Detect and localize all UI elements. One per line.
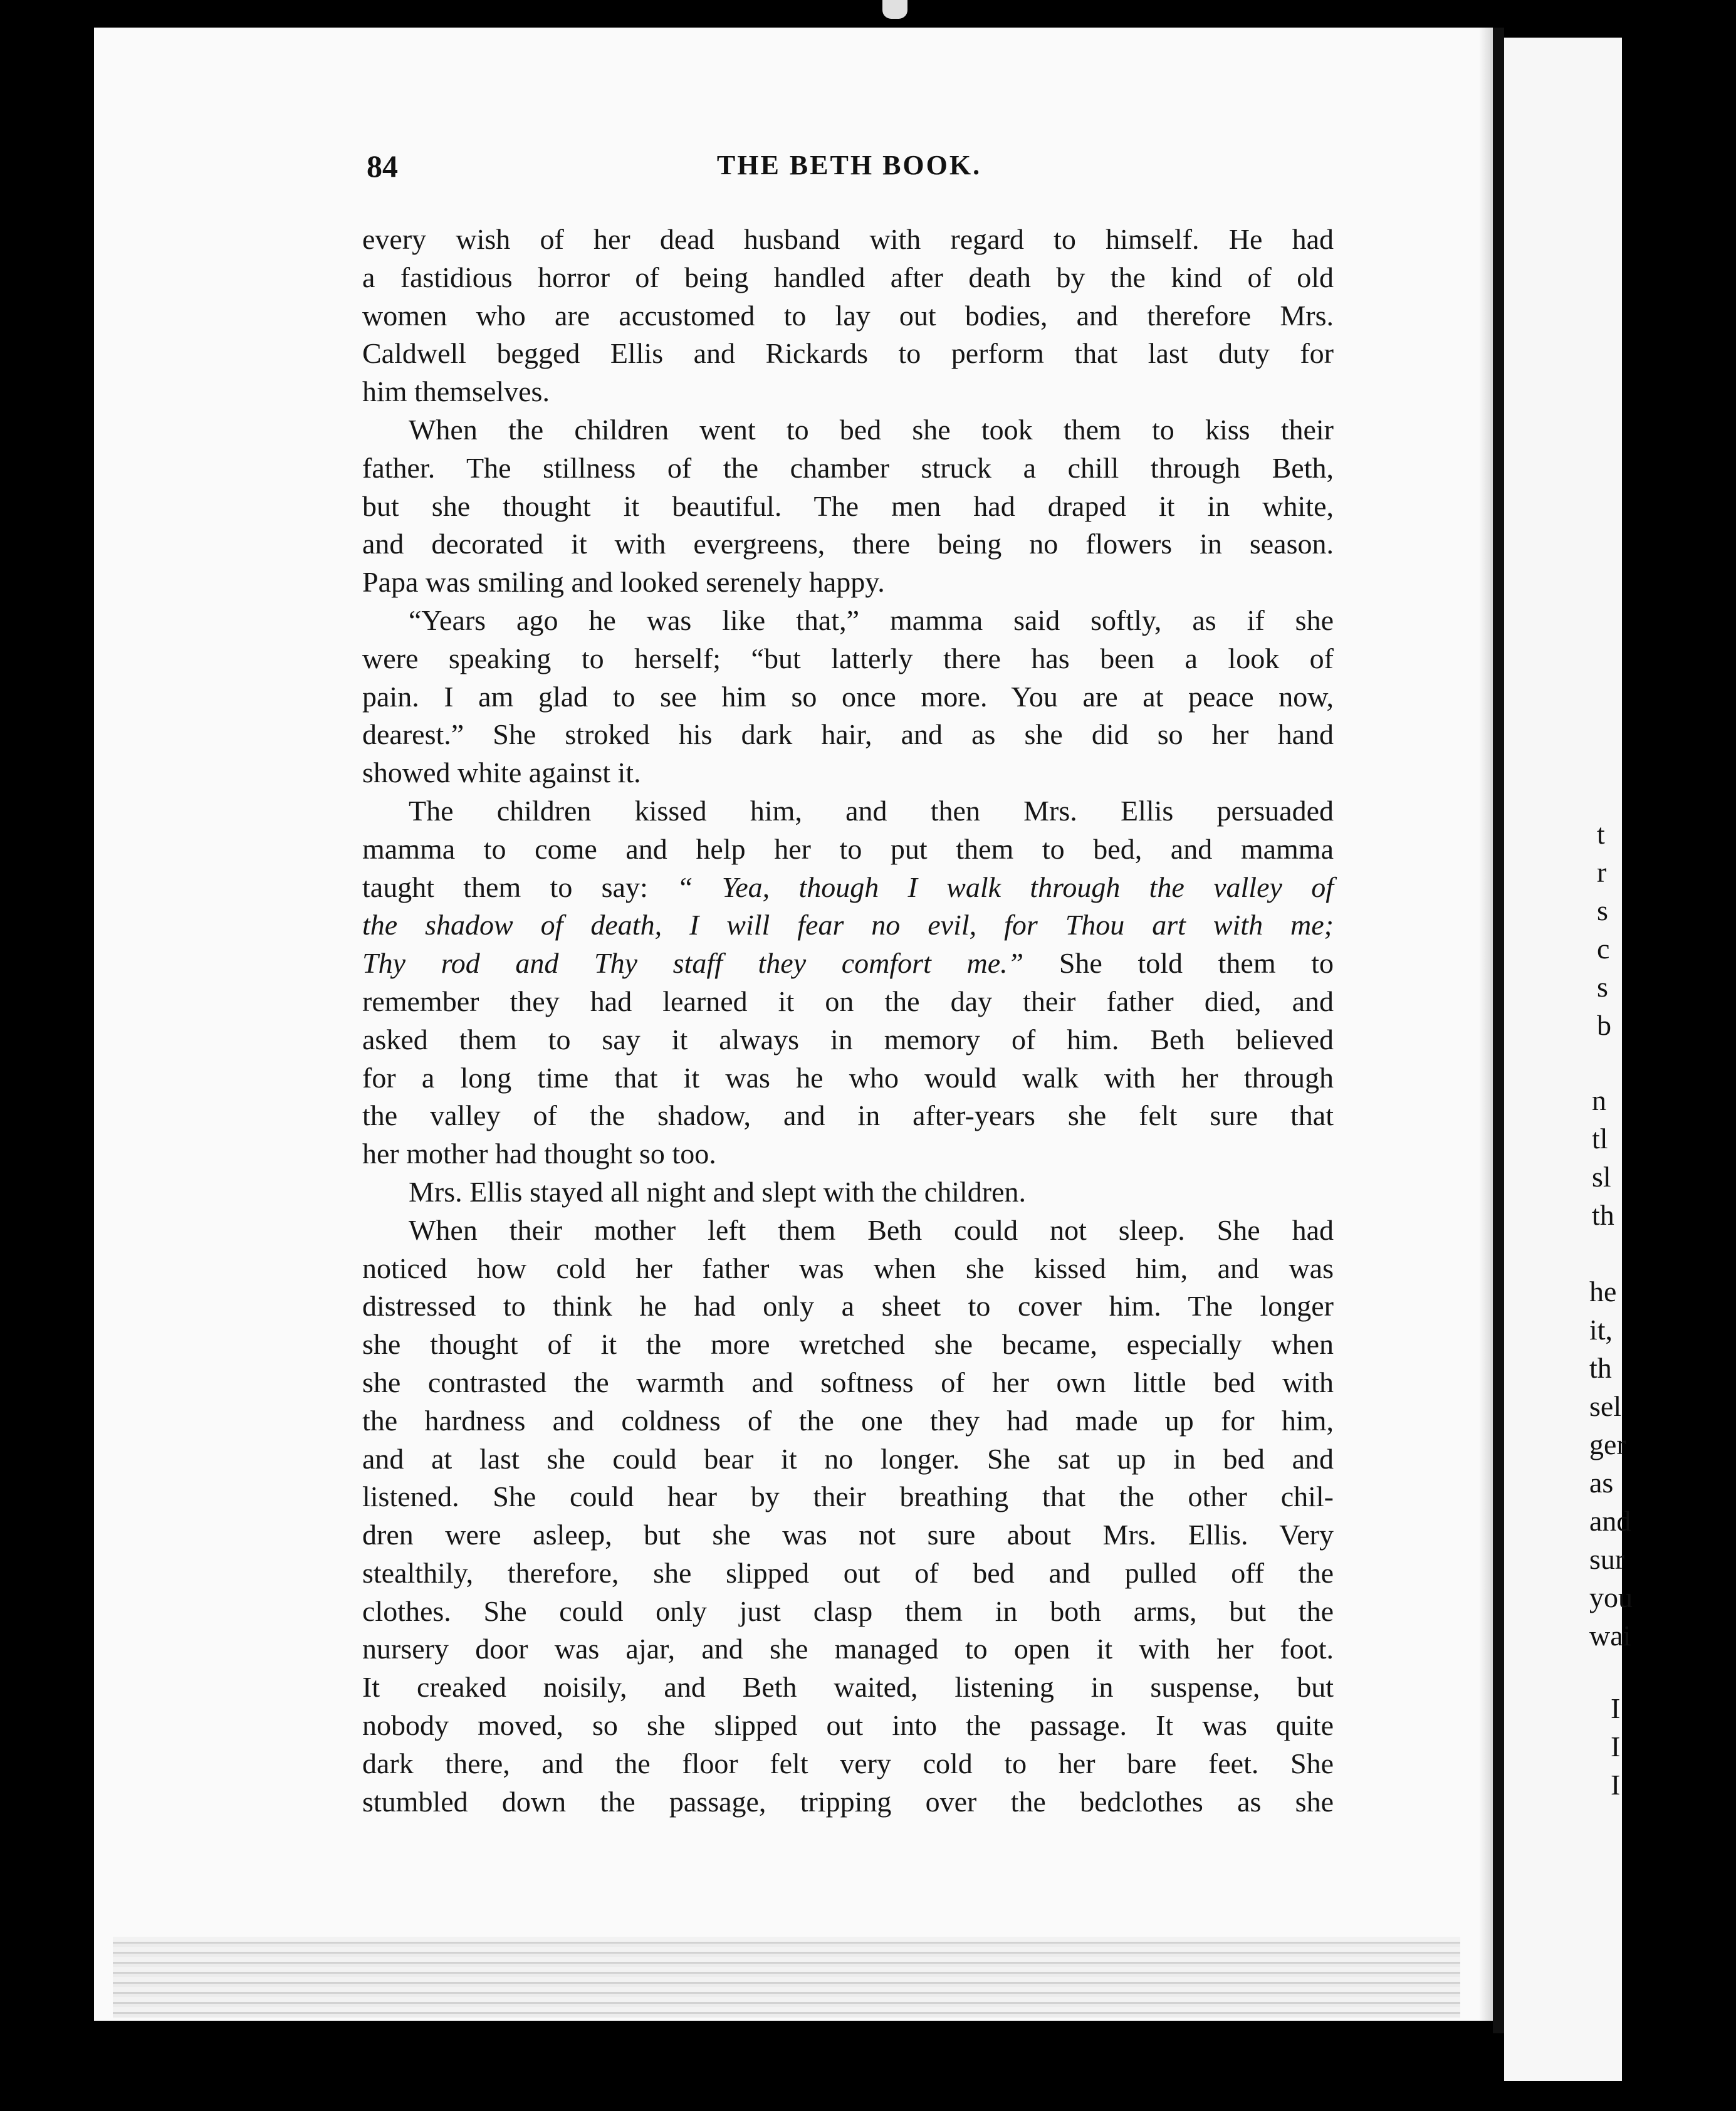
text-line-content: asked them to say it always in memory of him. Beth believed	[362, 1023, 1334, 1056]
text-line-content: remember they had learned it on the day their father died, and	[362, 985, 1334, 1017]
text-line	[362, 1059, 1334, 1097]
text-line	[362, 1212, 1334, 1250]
text-line	[362, 1364, 1334, 1402]
text-line-content: dren were asleep, but she was not sure about Mrs. Ellis. Very	[362, 1519, 1334, 1551]
text-line-content: “Years ago he was like that,” mamma said softly, as if she	[409, 604, 1334, 636]
italic-quote: “ Yea, though I walk through the valley of	[677, 871, 1334, 903]
text-line	[362, 1554, 1334, 1593]
text-line-content: were speaking to herself; “but latterly there has been a look of	[362, 642, 1334, 674]
text-line	[362, 1593, 1334, 1631]
text-line-content: listened. She could hear by their breathing that the other chil-	[362, 1480, 1334, 1513]
fragment-line: I	[1611, 1731, 1621, 1763]
fragment-line: t	[1597, 818, 1605, 850]
page-body-text	[362, 221, 1334, 1821]
text-line-content: distressed to think he had only a sheet to cover him. The longer	[362, 1290, 1334, 1323]
fragment-line: it,	[1589, 1314, 1613, 1346]
text-line	[362, 945, 1334, 983]
text-line	[362, 792, 1334, 830]
text-line	[362, 602, 1334, 640]
right-page-fragments	[1611, 1689, 1736, 1804]
text-line	[362, 1478, 1334, 1516]
fragment-line: sl	[1592, 1161, 1611, 1193]
text-line-content: pain. I am glad to see him so once more. You are at peace now,	[362, 680, 1334, 713]
text-line-content: Papa was smiling and looked serenely happy.	[362, 566, 885, 599]
text-line-content: for a long time that it was he who would walk with her through	[362, 1061, 1334, 1094]
text-line	[362, 259, 1334, 297]
right-page-fragments	[1589, 1272, 1715, 1655]
text-line-content: dark there, and the floor felt very cold to her bare feet. She	[362, 1747, 1334, 1779]
fragment-line: and	[1589, 1505, 1631, 1537]
fragment-line: sur	[1589, 1543, 1625, 1575]
text-line-content: When their mother left them Beth could not sleep. She had	[409, 1213, 1334, 1246]
text-line	[362, 1021, 1334, 1059]
text-line	[362, 221, 1334, 259]
fragment-line: ger	[1589, 1428, 1626, 1460]
text-line	[362, 1630, 1334, 1668]
text-line-content: nursery door was ajar, and she managed to open it with her foot.	[362, 1633, 1334, 1665]
italic-quote: Thy rod and Thy staff they comfort me.”	[362, 947, 1024, 980]
text-line	[362, 563, 1334, 602]
right-page-fragments	[1592, 1081, 1717, 1234]
text-line-content: taught them to say:	[362, 871, 677, 903]
text-line	[362, 678, 1334, 716]
text-line-content: she thought of it the more wretched she became, especially when	[362, 1328, 1334, 1361]
right-page	[1504, 38, 1622, 2081]
text-line	[362, 869, 1334, 907]
text-line-content: mamma to come and help her to put them to bed, and mamma	[362, 832, 1334, 865]
text-line-content: the valley of the shadow, and in after-years she felt sure that	[362, 1099, 1334, 1132]
text-line	[362, 335, 1334, 373]
text-line	[362, 488, 1334, 526]
fragment-line: he	[1589, 1276, 1617, 1307]
page-bottom-edge	[113, 1937, 1460, 2018]
text-line-content: she contrasted the warmth and softness of her own little bed with	[362, 1366, 1334, 1398]
fragment-line: I	[1611, 1769, 1621, 1801]
text-line	[362, 411, 1334, 449]
text-line	[362, 525, 1334, 563]
fragment-line: sel	[1589, 1390, 1622, 1422]
text-line	[362, 1516, 1334, 1554]
text-line-content: stealthily, therefore, she slipped out of bed and pulled off the	[362, 1556, 1334, 1589]
text-line	[362, 1250, 1334, 1288]
text-line	[362, 1668, 1334, 1707]
text-line	[362, 1402, 1334, 1440]
fragment-line: tl	[1592, 1123, 1608, 1155]
text-line	[362, 1326, 1334, 1364]
fragment-line: th	[1589, 1352, 1612, 1384]
fragment-line: n	[1592, 1084, 1606, 1116]
text-line-content: The children kissed him, and then Mrs. Ellis persuaded	[409, 794, 1334, 827]
fragment-line: s	[1597, 971, 1608, 1003]
text-line-content: stumbled down the passage, tripping over the bedclothes as she	[362, 1785, 1334, 1818]
page-header	[367, 148, 1332, 186]
text-line-content: and at last she could bear it no longer. She sat up in bed and	[362, 1442, 1334, 1475]
text-line-content: women who are accustomed to lay out bodies, and therefore Mrs.	[362, 299, 1334, 332]
right-page-fragments	[1597, 815, 1722, 1044]
fragment-line: wai	[1589, 1620, 1631, 1652]
text-line-content: him themselves.	[362, 375, 550, 408]
text-line	[362, 297, 1334, 335]
text-line	[362, 449, 1334, 488]
text-line	[362, 1783, 1334, 1821]
text-line	[362, 1097, 1334, 1135]
text-line	[362, 716, 1334, 754]
text-line	[362, 754, 1334, 792]
fragment-line: s	[1597, 894, 1608, 926]
text-line-content: dearest.” She stroked his dark hair, and as she did so her hand	[362, 718, 1334, 751]
book-binding	[1493, 28, 1504, 2033]
text-line	[362, 906, 1334, 945]
text-line	[362, 1173, 1334, 1212]
text-line-content: every wish of her dead husband with regard to himself. He had	[362, 223, 1334, 255]
text-line-content: a fastidious horror of being handled after death by the kind of old	[362, 261, 1334, 293]
italic-quote: the shadow of death, I will fear no evil, for Thou art with me;	[362, 909, 1334, 941]
text-line	[362, 983, 1334, 1021]
page-number: 84	[367, 149, 398, 184]
text-line-content: but she thought it beautiful. The men had draped it in white,	[362, 490, 1334, 522]
fragment-line: b	[1597, 1009, 1611, 1041]
text-line	[362, 830, 1334, 869]
text-line	[362, 1287, 1334, 1326]
fragment-line: I	[1611, 1692, 1621, 1724]
scan-mark	[882, 0, 907, 19]
text-line-content: nobody moved, so she slipped out into the passage. It was quite	[362, 1709, 1334, 1742]
text-line	[362, 640, 1334, 678]
text-line	[362, 1707, 1334, 1745]
text-line-content: and decorated it with evergreens, there being no flowers in season.	[362, 528, 1334, 560]
text-line	[362, 373, 1334, 411]
text-line-content: She told them to	[1023, 947, 1334, 980]
fragment-line: you	[1589, 1581, 1633, 1613]
text-line-content: the hardness and coldness of the one they had made up for him,	[362, 1404, 1334, 1437]
fragment-line: r	[1597, 856, 1607, 888]
text-line	[362, 1135, 1334, 1173]
fragment-line: as	[1589, 1467, 1614, 1499]
text-line-content: clothes. She could only just clasp them in both arms, but the	[362, 1595, 1334, 1627]
text-line-content: Caldwell begged Ellis and Rickards to perform that last duty for	[362, 337, 1334, 370]
text-line-content: her mother had thought so too.	[362, 1138, 716, 1170]
fragment-line: c	[1597, 933, 1610, 965]
text-line-content: It creaked noisily, and Beth waited, listening in suspense, but	[362, 1671, 1334, 1704]
text-line	[362, 1745, 1334, 1783]
text-line-content: noticed how cold her father was when she kissed him, and was	[362, 1252, 1334, 1284]
text-line-content: showed white against it.	[362, 757, 641, 789]
text-line-content: father. The stillness of the chamber struck a chill through Beth,	[362, 451, 1334, 484]
text-line-content: When the children went to bed she took them to kiss their	[409, 413, 1334, 446]
running-head: THE BETH BOOK.	[716, 150, 982, 181]
fragment-line: th	[1592, 1199, 1614, 1231]
text-line	[362, 1440, 1334, 1479]
text-line-content: Mrs. Ellis stayed all night and slept with the children.	[409, 1175, 1027, 1208]
